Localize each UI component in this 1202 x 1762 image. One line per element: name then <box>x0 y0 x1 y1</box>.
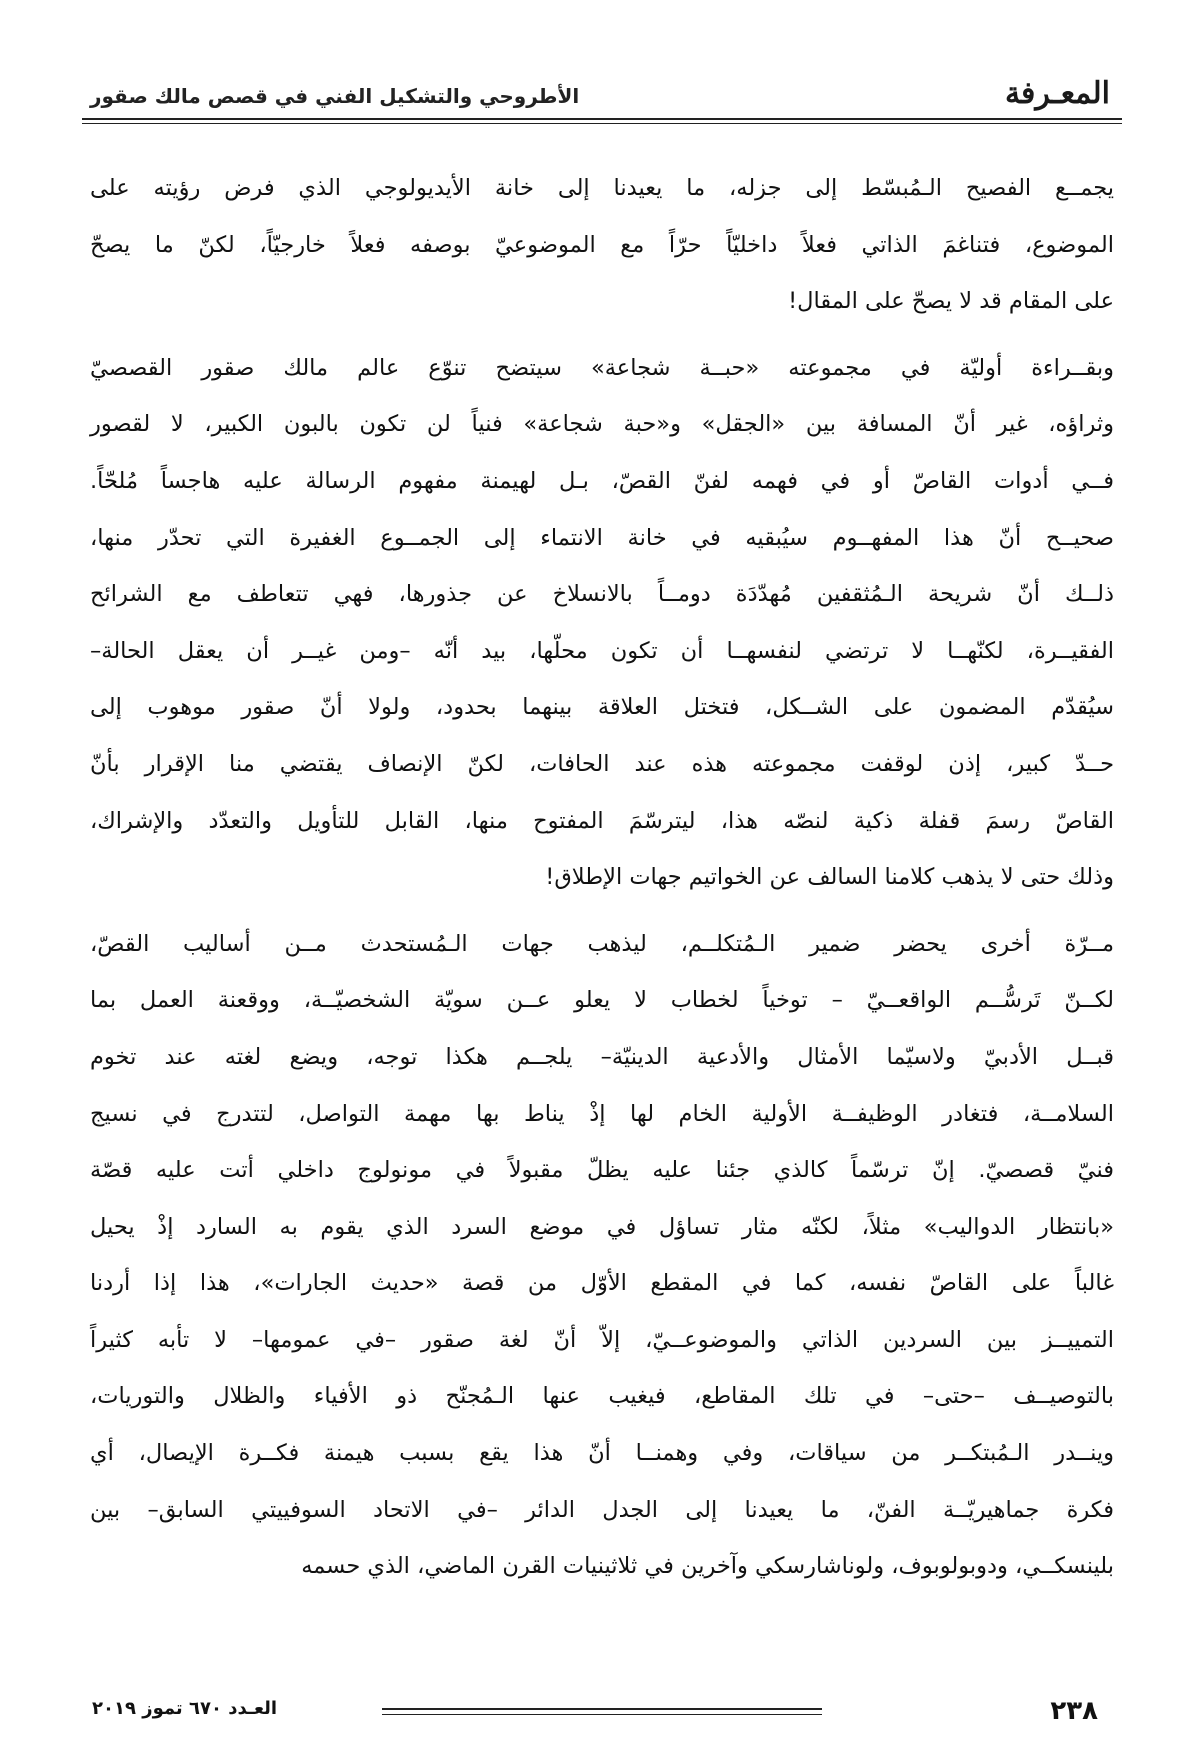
text-line: فنيّ قصصيّ. إنّ ترسّماً كالذي جئنا عليه يظلّ مقبولاً في مونولوج داخلي أتت عليه قصّة <box>90 1157 1114 1184</box>
paragraph <box>90 160 1114 330</box>
footer-rule-thin <box>382 1714 822 1715</box>
text-line: الموضوع، فتناغمَ الذاتي فعلاً داخليّاً حرّاً مع الموضوعيّ بوصفه فعلاً خارجيّاً، لكنّ ما يصحّ <box>90 231 1114 258</box>
text-line: التمييــز بين السردين الذاتي والموضوعــيّ، إلاّ أنّ لغة صقور –في عمومها– لا تأبه كثيراً <box>90 1326 1114 1353</box>
text-line: فكرة جماهيريّــة الفنّ، ما يعيدنا إلى الجدل الدائر –في الاتحاد السوفييتي السابق– بين <box>90 1496 1114 1523</box>
text-line: سيُقدّم المضمون على الشــكل، فتختل العلاقة بينهما بحدود، ولولا أنّ صقور موهوب إلى <box>90 694 1114 721</box>
page-header <box>80 56 1122 116</box>
text-line: السلامــة، فتغادر الوظيفــة الأولية الخام لها إذْ يناط بها مهمة التواصل، لتتدرج في نسيج <box>90 1100 1114 1127</box>
text-line: فــي أدوات القاصّ أو في فهمه لفنّ القصّ، بـل لهيمنة مفهوم الرسالة عليه هاجساً مُلحّاً. <box>90 467 1114 494</box>
header-rule-thin <box>82 123 1122 124</box>
text-line: يجمــع الفصيح الـمُبسّط إلى جزله، ما يعيدنا إلى خانة الأيديولوجي الذي فرض رؤيته على <box>90 175 1114 201</box>
article-body <box>90 160 1114 1605</box>
text-line: القاصّ رسمَ قفلة ذكية لنصّه هذا، ليترسّمَ المفتوح منها، القابل للتأويل والتعدّد والإشراك، <box>90 807 1114 834</box>
page-number: ٢٣٨ <box>1050 1696 1098 1726</box>
text-line: «بانتظار الدواليب» مثلاً، لكنّه مثار تساؤل في موضع السرد الذي يقوم به السارد إذْ يحيل <box>90 1213 1114 1240</box>
text-line: حــدّ كبير، إذن لوقفت مجموعته هذه عند الحافات، لكنّ الإنصاف يقتضي منا الإقرار بأنّ <box>90 750 1114 777</box>
text-line: وينــدر الـمُبتكــر من سياقات، وفي وهمنــا أنّ هذا يقع بسبب هيمنة فكــرة الإيصال، أي <box>90 1440 1114 1467</box>
text-line: بلينسكــي، ودوبولوبوف، ولوناشارسكي وآخرين في ثلاثينيات القرن الماضي، الذي حسمه <box>301 1553 1114 1580</box>
text-line: غالباً على القاصّ نفسه، كما في المقطع الأوّل من قصة «حديث الجارات»، هذا إذا أردنا <box>90 1270 1114 1297</box>
text-line: قبــل الأدبيّ ولاسيّما الأمثال والأدعية الدينيّة– يلجــم هكذا توجه، ويضع لغته عند تخوم <box>90 1043 1114 1070</box>
text-line: ذلــك أنّ شريحة الـمُثقفين مُهدّدَة دومــاً بالانسلاخ عن جذورها، فهي تتعاطف مع الشرائح <box>90 581 1114 608</box>
text-line: على المقام قد لا يصحّ على المقال! <box>788 288 1114 315</box>
text-line: صحيــح أنّ هذا المفهــوم سيُبقيه في خانة الانتماء إلى الجمــوع الغفيرة التي تحدّر منها، <box>90 524 1114 551</box>
running-title: الأطروحي والتشكيل الفني في قصص مالك صقور <box>90 84 580 108</box>
issue-info: العـدد ٦٧٠ تموز ٢٠١٩ <box>92 1698 278 1719</box>
paragraph <box>90 916 1114 1595</box>
text-line: وبقــراءة أوليّة في مجموعته «حبــة شجاعة» سيتضح تنوّع عالم مالك صقور القصصيّ <box>90 354 1114 381</box>
page-footer <box>82 1690 1122 1730</box>
text-line: بالتوصيــف –حتى– في تلك المقاطع، فيغيب عنها الـمُجنّح ذو الأفياء والظلال والتوريات، <box>90 1383 1114 1410</box>
text-line: لكــنّ تَرسُّــم الواقعــيّ – توخياً لخطاب لا يعلو عــن سويّة الشخصيّــة، ووقعنة العمل بما <box>90 987 1114 1014</box>
text-line: مــرّة أخرى يحضر ضمير الـمُتكلــم، ليذهب جهات الـمُستحدث مــن أساليب القصّ، <box>90 930 1114 957</box>
journal-logo: المعـرفة <box>1004 76 1110 111</box>
footer-rule <box>382 1708 822 1710</box>
header-rule <box>82 118 1122 120</box>
text-line: وثراؤه، غير أنّ المسافة بين «الجقل» و«حبة شجاعة» فنياً لن تكون بالبون الكبير، لا لقصور <box>90 411 1114 438</box>
text-line: الفقيــرة، لكنّهــا لا ترتضي لنفسهــا أن تكون محلّها، بيد أنّه –ومن غيــر أن يعقل الحالة– <box>90 637 1114 664</box>
text-line: وذلك حتى لا يذهب كلامنا السالف عن الخواتيم جهات الإطلاق! <box>545 864 1114 891</box>
paragraph <box>90 340 1114 906</box>
